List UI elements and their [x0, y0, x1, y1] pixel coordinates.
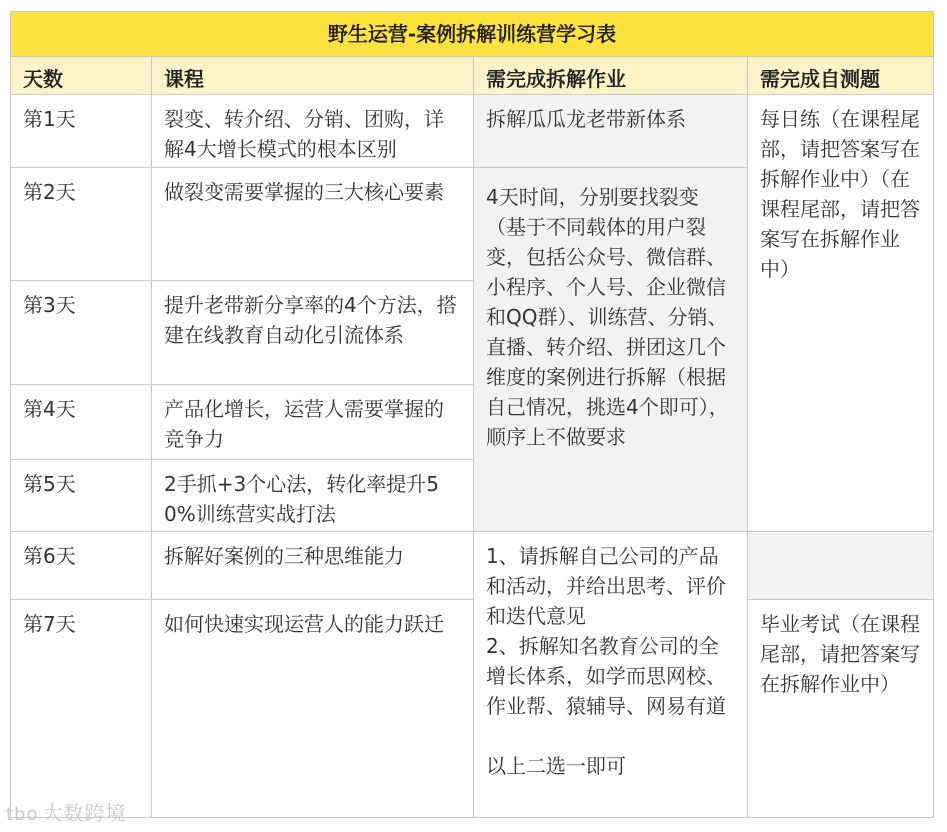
- course-cell: 提升老带新分享率的4个方法，搭建在线教育自动化引流体系: [152, 281, 474, 385]
- day-cell: 第3天: [11, 281, 152, 385]
- day-cell: 第4天: [11, 385, 152, 460]
- table-row: [11, 532, 934, 600]
- watermark: [6, 797, 127, 826]
- homework-cell: 4天时间，分别要找裂变（基于不同载体的用户裂变，包括公众号、微信群、小程序、个人号、企业微信和QQ群）、训练营、分销、直播、转介绍、拼团这几个维度的案例进行拆解（根据自己情况，挑选4个即可），顺序上不做要求: [474, 168, 748, 532]
- quiz-cell: 毕业考试（在课程尾部，请把答案写在拆解作业中）: [748, 600, 934, 818]
- header-homework: 需完成拆解作业: [474, 57, 748, 95]
- study-table: [10, 11, 934, 818]
- day-cell: 第2天: [11, 168, 152, 281]
- header-days: 天数: [11, 57, 152, 95]
- day-cell: 第7天: [11, 600, 152, 818]
- quiz-cell-empty: [748, 532, 934, 600]
- table-row: [11, 95, 934, 168]
- watermark-text: 大数跨境: [42, 801, 127, 825]
- homework-cell: 1、请拆解自己公司的产品和活动，并给出思考、评价和迭代意见 2、拆解知名教育公司的全增长体系，如学而思网校、作业帮、猿辅导、网易有道 以上二选一即可: [474, 532, 748, 818]
- homework-cell: 拆解瓜瓜龙老带新体系: [474, 95, 748, 168]
- quiz-cell: 每日练（在课程尾部，请把答案写在拆解作业中）（在课程尾部，请把答案写在拆解作业中）: [748, 95, 934, 532]
- course-cell: 产品化增长，运营人需要掌握的竞争力: [152, 385, 474, 460]
- day-cell: 第1天: [11, 95, 152, 168]
- table-title: 野生运营-案例拆解训练营学习表: [11, 12, 934, 57]
- header-quiz: 需完成自测题: [748, 57, 934, 95]
- table-row: [11, 600, 934, 818]
- course-cell: 拆解好案例的三种思维能力: [152, 532, 474, 600]
- course-cell: 如何快速实现运营人的能力跃迁: [152, 600, 474, 818]
- day-cell: 第5天: [11, 460, 152, 532]
- watermark-logo-icon: tbo: [6, 804, 39, 825]
- header-course: 课程: [152, 57, 474, 95]
- course-cell: 做裂变需要掌握的三大核心要素: [152, 168, 474, 281]
- course-cell: 2手抓+3个心法，转化率提升50%训练营实战打法: [152, 460, 474, 532]
- course-cell: 裂变、转介绍、分销、团购，详解4大增长模式的根本区别: [152, 95, 474, 168]
- day-cell: 第6天: [11, 532, 152, 600]
